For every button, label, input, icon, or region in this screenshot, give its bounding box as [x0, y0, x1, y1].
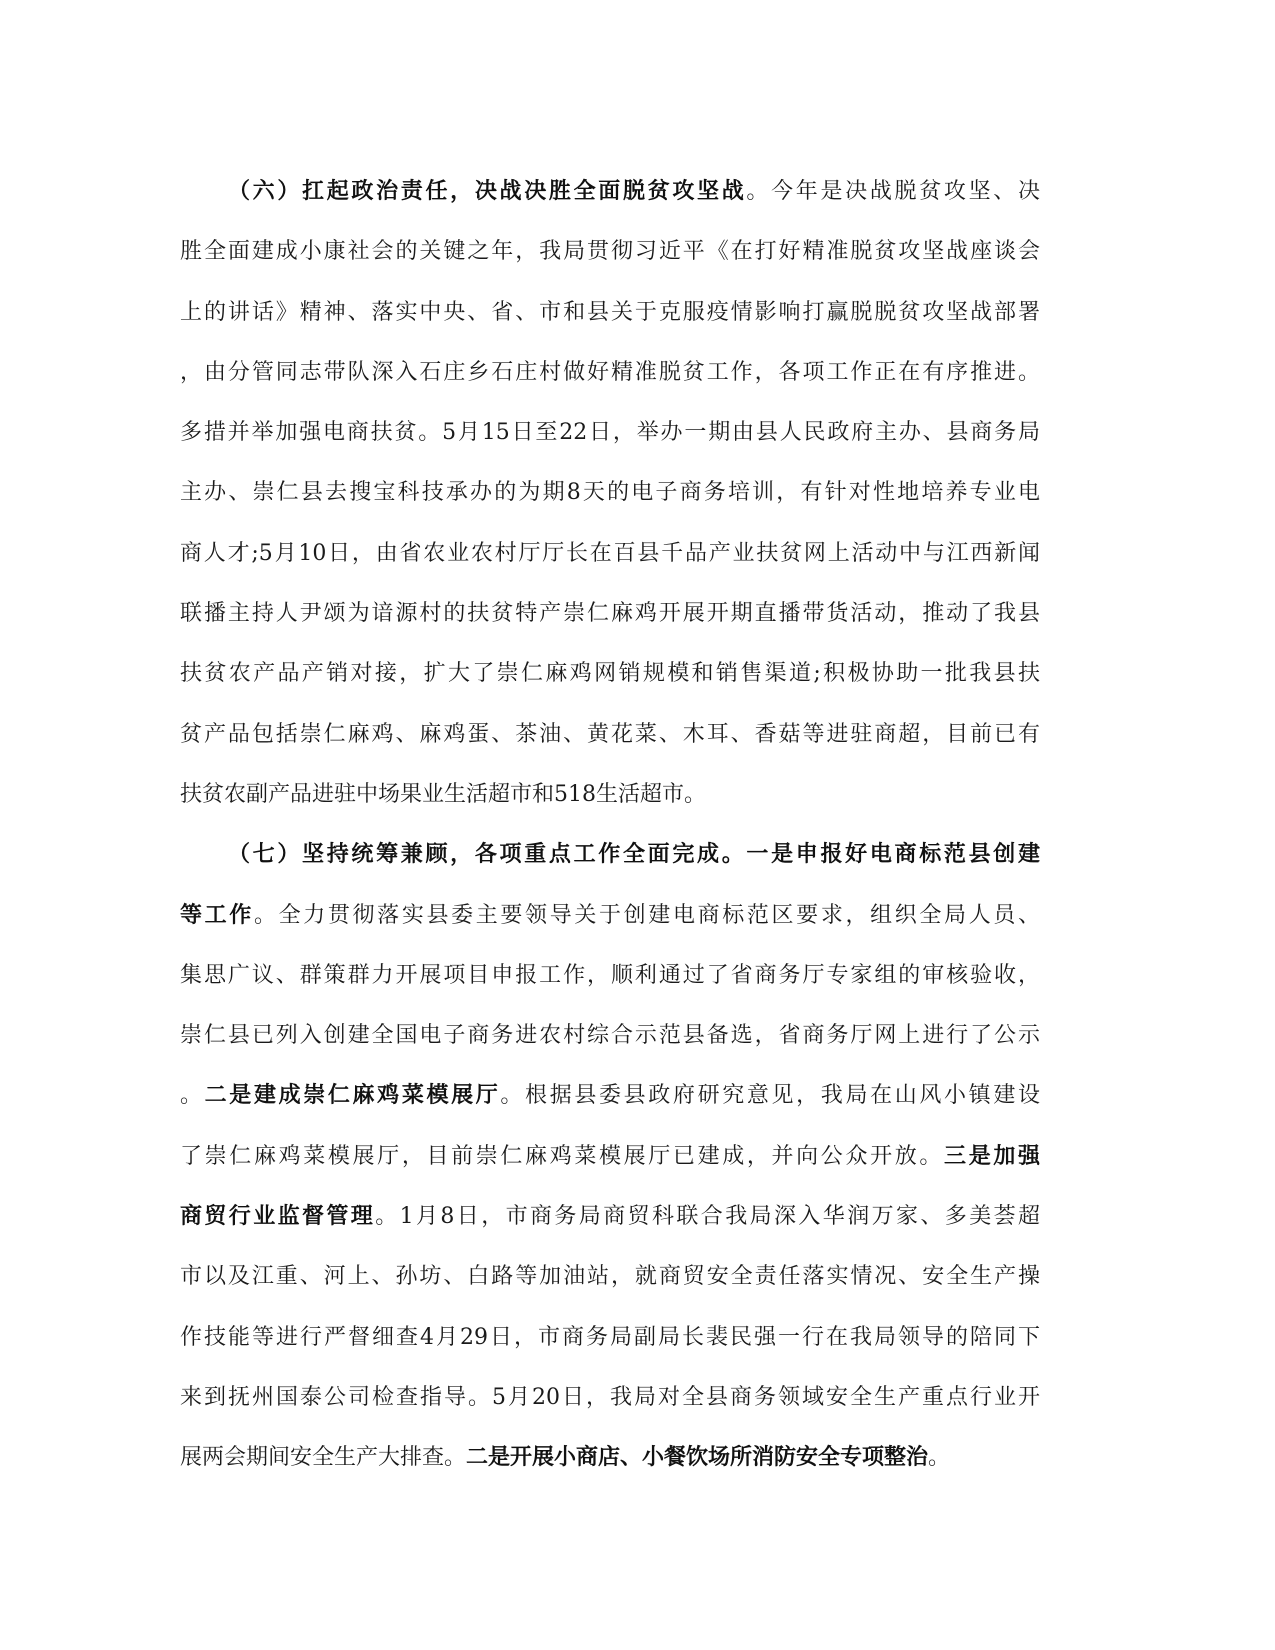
paragraph-line [180, 705, 1040, 765]
paragraph-line [180, 1368, 1040, 1428]
paragraph-line [180, 1247, 1040, 1307]
line-text: 。全力贯彻落实县委主要领导关于创建电商标范区要求，组织全局人员、 [253, 902, 1040, 928]
line-text: 多措并举加强电商扶贫。5月15日至22日，举办一期由县人民政府主办、县商务局 [180, 420, 1040, 446]
bold-phrase: 二是开展小商店、小餐饮场所消防安全专项整治 [466, 1445, 929, 1471]
line-text: 胜全面建成小康社会的关键之年，我局贯彻习近平《在打好精准脱贫攻坚战座谈会 [180, 239, 1040, 265]
document-body [180, 162, 1040, 1489]
line-text: 。根据县委县政府研究意见，我局在山风小镇建设 [500, 1083, 1040, 1109]
paragraph-line [180, 524, 1040, 584]
line-text: ，由分管同志带队深入石庄乡石庄村做好精准脱贫工作，各项工作正在有序推进。 [180, 359, 1040, 385]
paragraph-line [180, 1428, 1040, 1488]
bold-phrase: 三是加强 [944, 1143, 1040, 1169]
paragraph-line [180, 886, 1040, 946]
line-text: 展两会期间安全生产大排查。 [180, 1445, 467, 1471]
paragraph-line [180, 825, 1040, 885]
line-text: 作技能等进行严督细查4月29日，市商务局副局长裴民强一行在我局领导的陪同下 [180, 1324, 1040, 1350]
paragraph-line [180, 343, 1040, 403]
line-text: 。 [180, 1083, 205, 1109]
line-text: 联播主持人尹颂为谙源村的扶贫特产崇仁麻鸡开展开期直播带货活动，推动了我县 [180, 601, 1040, 627]
line-text: 来到抚州国泰公司检查指导。5月20日，我局对全县商务领域安全生产重点行业开 [180, 1384, 1040, 1410]
paragraph-line [180, 463, 1040, 523]
line-text: 了崇仁麻鸡菜模展厅，目前崇仁麻鸡菜模展厅已建成，并向公众开放。 [180, 1143, 945, 1169]
paragraph-line [180, 1066, 1040, 1126]
paragraph-line [180, 162, 1040, 222]
line-text: 崇仁县已列入创建全国电子商务进农村综合示范县备选，省商务厅网上进行了公示 [180, 1023, 1040, 1049]
paragraph-line [180, 283, 1040, 343]
line-text: 。 [928, 1445, 951, 1471]
line-text: 商人才;5月10日，由省农业农村厅厅长在百县千品产业扶贫网上活动中与江西新闻 [180, 540, 1040, 566]
line-text: 上的讲话》精神、落实中央、省、市和县关于克服疫情影响打赢脱脱贫攻坚战部署 [180, 299, 1040, 325]
line-text: 。今年是决战脱贫攻坚、决 [746, 179, 1040, 204]
line-text: 贫产品包括崇仁麻鸡、麻鸡蛋、茶油、黄花菜、木耳、香菇等进驻商超，目前已有 [180, 721, 1040, 747]
section-heading-seven: （七）坚持统筹兼顾，各项重点工作全面完成。一是申报好电商标范县创建 [228, 842, 1040, 868]
paragraph-line [180, 946, 1040, 1006]
paragraph-line [180, 1127, 1040, 1187]
paragraph-line [180, 1006, 1040, 1066]
paragraph-line [180, 222, 1040, 282]
line-text: 。1月8日，市商务局商贸科联合我局深入华润万家、多美荟超 [375, 1204, 1040, 1230]
bold-phrase: 二是建成崇仁麻鸡菜模展厅 [204, 1083, 501, 1109]
paragraph-line [180, 1187, 1040, 1247]
line-text: 主办、崇仁县去搜宝科技承办的为期8天的电子商务培训，有针对性地培养专业电 [180, 480, 1040, 506]
bold-phrase: 商贸行业监督管理 [180, 1204, 376, 1230]
line-text: 扶贫农副产品进驻中场果业生活超市和518生活超市。 [180, 781, 706, 807]
paragraph-line [180, 765, 1040, 825]
section-heading-six: （六）扛起政治责任，决战决胜全面脱贫攻坚战 [228, 179, 747, 204]
paragraph-line [180, 584, 1040, 644]
line-text: 扶贫农产品产销对接，扩大了崇仁麻鸡网销规模和销售渠道;积极协助一批我县扶 [180, 661, 1040, 687]
line-text: 市以及江重、河上、孙坊、白路等加油站，就商贸安全责任落实情况、安全生产操 [180, 1264, 1040, 1290]
bold-phrase: 等工作 [180, 902, 254, 928]
paragraph-line [180, 644, 1040, 704]
paragraph-line [180, 403, 1040, 463]
line-text: 集思广议、群策群力开展项目申报工作，顺利通过了省商务厅专家组的审核验收， [180, 962, 1040, 988]
paragraph-line [180, 1308, 1040, 1368]
